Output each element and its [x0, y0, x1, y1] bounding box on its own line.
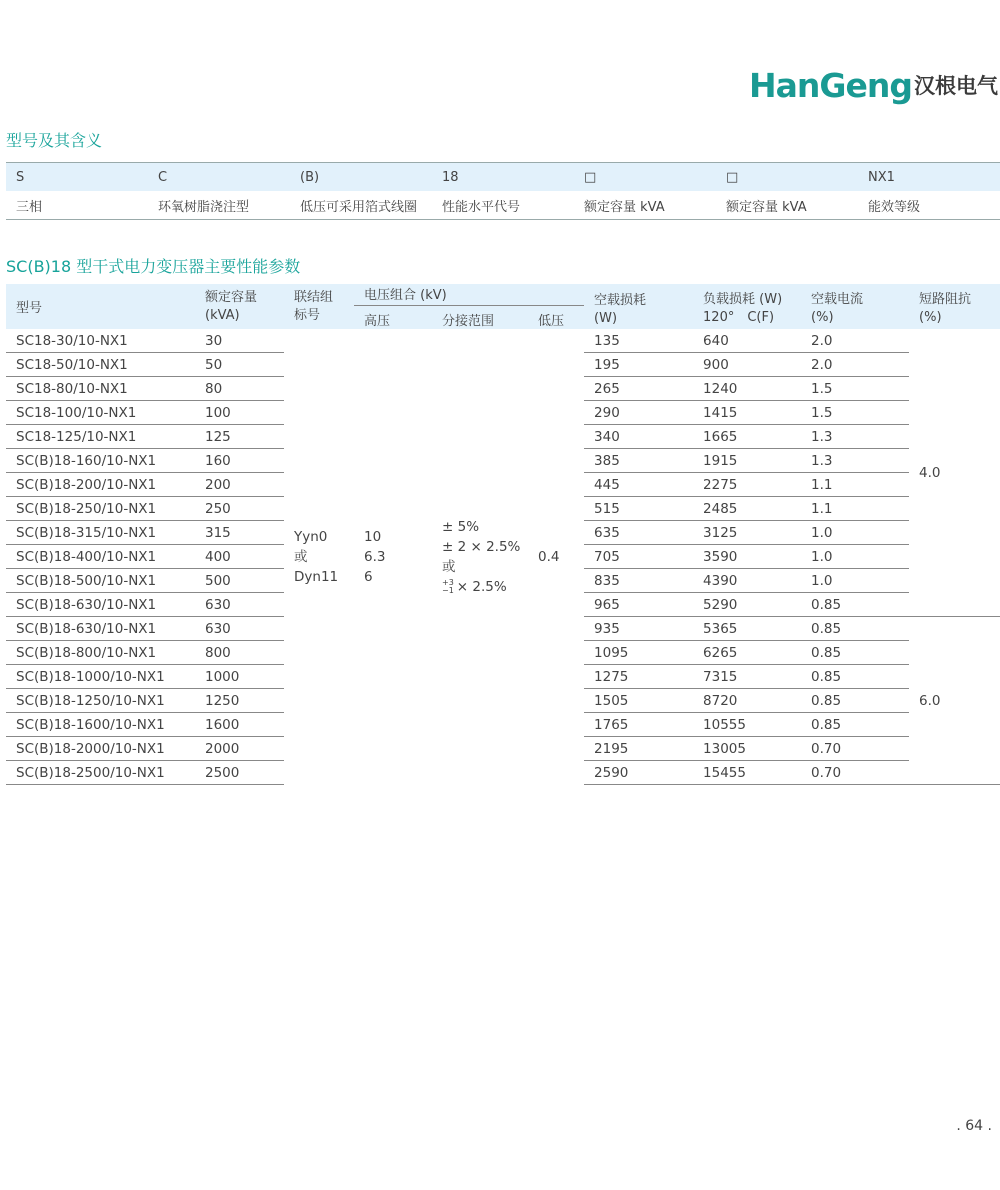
cell-capacity: 630: [195, 617, 284, 641]
model-meaning-row: [6, 191, 1000, 219]
cell-connection-group: [284, 329, 354, 785]
model-code-cell: (B): [300, 169, 320, 185]
cell-impedance: 6.0: [909, 617, 1000, 785]
cell-model: SC(B)18-1000/10-NX1: [6, 665, 195, 689]
cell-model: SC(B)18-2500/10-NX1: [6, 761, 195, 785]
model-code-cell: 18: [442, 169, 459, 185]
cell-load-loss: 10555: [693, 713, 801, 737]
cell-noload-current: 1.0: [801, 545, 909, 569]
cell-capacity: 630: [195, 593, 284, 617]
cell-capacity: 800: [195, 641, 284, 665]
header-voltage: 电压组合 (kV): [364, 288, 447, 303]
cell-noload-current: 1.1: [801, 497, 909, 521]
cell-capacity: 2500: [195, 761, 284, 785]
connection-group-line: Dyn11: [294, 568, 339, 585]
cell-capacity: 50: [195, 353, 284, 377]
tap-range-line: [442, 557, 528, 577]
high-voltage-line: 10: [364, 528, 382, 545]
cell-capacity: 1250: [195, 689, 284, 713]
cell-model: SC(B)18-630/10-NX1: [6, 617, 195, 641]
cell-noload-current: 1.5: [801, 401, 909, 425]
cell-capacity: 1600: [195, 713, 284, 737]
cell-model: SC18-80/10-NX1: [6, 377, 195, 401]
cell-load-loss: 640: [693, 329, 801, 353]
cell-noload-loss: 1275: [584, 665, 693, 689]
cell-model: SC(B)18-250/10-NX1: [6, 497, 195, 521]
tap-range-line: [442, 537, 528, 557]
cell-noload-loss: 1095: [584, 641, 693, 665]
high-voltage-line: 6.3: [364, 548, 386, 565]
cell-noload-current: 0.85: [801, 593, 909, 617]
cell-noload-loss: 445: [584, 473, 693, 497]
tap-range-text: 或: [442, 558, 456, 575]
logo-chinese: 汉根电气: [914, 74, 998, 98]
header-model: 型号: [16, 301, 43, 316]
cell-noload-current: 0.85: [801, 617, 909, 641]
cell-load-loss: 7315: [693, 665, 801, 689]
cell-model: SC18-50/10-NX1: [6, 353, 195, 377]
cell-noload-current: 2.0: [801, 353, 909, 377]
cell-model: SC(B)18-630/10-NX1: [6, 593, 195, 617]
cell-model: SC(B)18-2000/10-NX1: [6, 737, 195, 761]
connection-group-line: Yyn0: [294, 528, 328, 545]
tap-range-text: ± 5%: [442, 518, 480, 535]
cell-noload-loss: 515: [584, 497, 693, 521]
cell-noload-current: 1.5: [801, 377, 909, 401]
model-meaning-cell: 三相: [16, 199, 43, 215]
cell-noload-loss: 705: [584, 545, 693, 569]
cell-noload-current: 1.0: [801, 569, 909, 593]
tap-range-line: [442, 517, 528, 537]
cell-model: SC(B)18-1250/10-NX1: [6, 689, 195, 713]
header-noload-current: 空载电流 (%): [811, 292, 864, 325]
cell-noload-loss: 290: [584, 401, 693, 425]
logo-latin: HanGeng: [749, 66, 912, 105]
tap-range-line: [442, 577, 528, 597]
cell-noload-loss: 965: [584, 593, 693, 617]
cell-noload-loss: 265: [584, 377, 693, 401]
cell-capacity: 125: [195, 425, 284, 449]
cell-model: SC(B)18-160/10-NX1: [6, 449, 195, 473]
cell-noload-current: 0.85: [801, 641, 909, 665]
model-meaning-cell: 额定容量 kVA: [726, 199, 807, 215]
cell-noload-loss: 385: [584, 449, 693, 473]
model-code-cell: S: [16, 169, 25, 185]
cell-load-loss: 3590: [693, 545, 801, 569]
cell-noload-loss: 195: [584, 353, 693, 377]
cell-load-loss: 13005: [693, 737, 801, 761]
cell-noload-current: 1.0: [801, 521, 909, 545]
cell-impedance: 4.0: [909, 329, 1000, 617]
model-code-cell: □: [726, 169, 739, 185]
model-meaning-cell: 低压可采用箔式线圈: [300, 199, 418, 215]
cell-noload-current: 0.85: [801, 713, 909, 737]
cell-capacity: 2000: [195, 737, 284, 761]
cell-noload-loss: 2195: [584, 737, 693, 761]
cell-model: SC(B)18-315/10-NX1: [6, 521, 195, 545]
cell-capacity: 1000: [195, 665, 284, 689]
cell-capacity: 30: [195, 329, 284, 353]
cell-load-loss: 6265: [693, 641, 801, 665]
cell-noload-current: 1.3: [801, 425, 909, 449]
page-number: . 64 .: [956, 1118, 992, 1134]
model-code-row: [6, 163, 1000, 191]
header-load-loss: 负载损耗 (W) 120° C(F): [703, 292, 783, 325]
high-voltage-line: 6: [364, 568, 373, 585]
cell-noload-current: 0.70: [801, 761, 909, 785]
header-tap: 分接范围: [432, 306, 528, 330]
cell-capacity: 400: [195, 545, 284, 569]
cell-load-loss: 2275: [693, 473, 801, 497]
cell-noload-current: 1.3: [801, 449, 909, 473]
cell-load-loss: 1240: [693, 377, 801, 401]
model-meaning-cell: 环氧树脂浇注型: [158, 199, 250, 215]
cell-noload-current: 1.1: [801, 473, 909, 497]
cell-noload-current: 2.0: [801, 329, 909, 353]
header-row-1: [6, 284, 1000, 306]
cell-model: SC(B)18-400/10-NX1: [6, 545, 195, 569]
cell-noload-loss: 135: [584, 329, 693, 353]
cell-model: SC(B)18-200/10-NX1: [6, 473, 195, 497]
tap-range-text: × 2.5%: [456, 578, 507, 595]
cell-capacity: 100: [195, 401, 284, 425]
cell-noload-current: 0.85: [801, 665, 909, 689]
cell-load-loss: 2485: [693, 497, 801, 521]
model-meaning-table: [6, 162, 1000, 220]
cell-noload-loss: 635: [584, 521, 693, 545]
header-hv: 高压: [354, 306, 432, 330]
model-code-cell: C: [158, 169, 168, 185]
cell-capacity: 200: [195, 473, 284, 497]
performance-table-body: [6, 329, 1000, 785]
model-code-cell: NX1: [868, 169, 895, 185]
cell-model: SC(B)18-500/10-NX1: [6, 569, 195, 593]
cell-noload-current: 0.70: [801, 737, 909, 761]
header-impedance: 短路阻抗 (%): [919, 292, 972, 325]
cell-noload-loss: 1505: [584, 689, 693, 713]
cell-load-loss: 5290: [693, 593, 801, 617]
cell-capacity: 250: [195, 497, 284, 521]
section-title-performance: SC(B)18 型干式电力变压器主要性能参数: [6, 257, 301, 276]
model-code-cell: □: [584, 169, 597, 185]
cell-load-loss: 4390: [693, 569, 801, 593]
cell-capacity: 80: [195, 377, 284, 401]
header-group: 联结组 标号: [294, 290, 334, 323]
cell-noload-loss: 340: [584, 425, 693, 449]
model-meaning-cell: 额定容量 kVA: [584, 199, 665, 215]
cell-noload-loss: 2590: [584, 761, 693, 785]
cell-capacity: 315: [195, 521, 284, 545]
cell-load-loss: 8720: [693, 689, 801, 713]
header-noload-loss: 空载损耗 (W): [594, 293, 647, 326]
cell-model: SC18-30/10-NX1: [6, 329, 195, 353]
cell-load-loss: 3125: [693, 521, 801, 545]
tap-sup-plus: +3: [442, 577, 454, 587]
cell-noload-current: 0.85: [801, 689, 909, 713]
cell-noload-loss: 1765: [584, 713, 693, 737]
cell-model: SC18-100/10-NX1: [6, 401, 195, 425]
cell-noload-loss: 935: [584, 617, 693, 641]
cell-load-loss: 5365: [693, 617, 801, 641]
tap-sub-minus: −1: [442, 585, 454, 595]
tap-range-text: ± 2 × 2.5%: [442, 538, 521, 555]
cell-load-loss: 900: [693, 353, 801, 377]
cell-model: SC18-125/10-NX1: [6, 425, 195, 449]
model-meaning-cell: 能效等级: [868, 199, 921, 215]
header-capacity: 额定容量 (kVA): [205, 290, 258, 323]
connection-group-line: 或: [294, 548, 308, 565]
cell-load-loss: 1415: [693, 401, 801, 425]
cell-high-voltage: [354, 329, 432, 785]
performance-table: [6, 284, 1000, 785]
section-title-model-meaning: 型号及其含义: [6, 131, 103, 150]
cell-load-loss: 15455: [693, 761, 801, 785]
cell-load-loss: 1665: [693, 425, 801, 449]
cell-tap-range: [432, 329, 528, 785]
brand-logo: [749, 66, 998, 110]
cell-noload-loss: 835: [584, 569, 693, 593]
model-meaning-cell: 性能水平代号: [442, 199, 521, 215]
cell-capacity: 160: [195, 449, 284, 473]
tap-superscript: [442, 579, 454, 595]
cell-low-voltage: 0.4: [538, 548, 560, 565]
cell-model: SC(B)18-1600/10-NX1: [6, 713, 195, 737]
cell-load-loss: 1915: [693, 449, 801, 473]
cell-model: SC(B)18-800/10-NX1: [6, 641, 195, 665]
table-row: [6, 329, 1000, 353]
cell-capacity: 500: [195, 569, 284, 593]
header-lv: 低压: [528, 306, 584, 330]
